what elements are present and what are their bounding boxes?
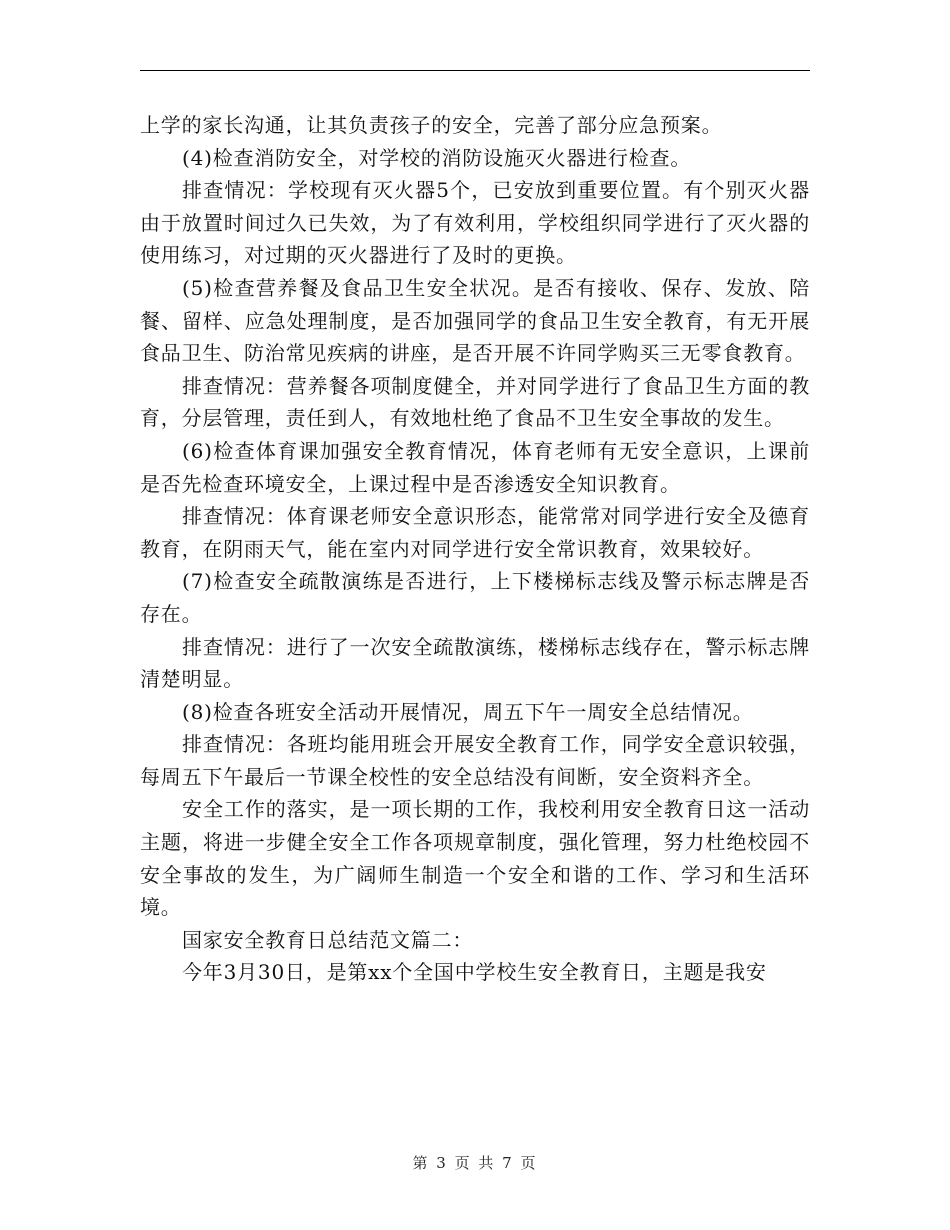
- paragraph: (8)检查各班安全活动开展情况，周五下午一周安全总结情况。: [182, 699, 754, 724]
- paragraph: 安全工作的落实，是一项长期的工作，我校利用安全教育日这一活动主题，将进一步健全安全工作各项规章制度，强化管理，努力杜绝校园不安全事故的发生，为广阔师生制造一个安全和谐的工作、学习和生活环境。: [140, 797, 810, 920]
- section-heading: 国家安全教育日总结范文篇二：: [182, 927, 474, 952]
- paragraph: (4)检查消防安全，对学校的消防设施灭火器进行检查。: [182, 145, 692, 170]
- header-rule: [140, 70, 810, 71]
- paragraph: 今年3月30日，是第xx个全国中学校生安全教育日，主题是我安: [182, 960, 767, 985]
- document-body: [140, 109, 810, 989]
- paragraph: 排查情况：体育课老师安全意识形态，能常常对同学进行安全及德育教育，在阴雨天气，能在室内对同学进行安全常识教育，效果较好。: [140, 504, 810, 561]
- paragraph: 上学的家长沟通，让其负责孩子的安全，完善了部分应急预案。: [140, 113, 723, 137]
- paragraph: (6)检查体育课加强安全教育情况，体育老师有无安全意识，上课前是否先检查环境安全，上课过程中是否渗透安全知识教育。: [140, 438, 810, 496]
- paragraph: 排查情况：学校现有灭火器5个，已安放到重要位置。有个别灭火器由于放置时间过久已失效，为了有效利用，学校组织同学进行了灭火器的使用练习，对过期的灭火器进行了及时的更换。: [140, 178, 810, 268]
- page-number: 第 3 页 共 7 页: [412, 1154, 538, 1172]
- paragraph: 排查情况：各班均能用班会开展安全教育工作，同学安全意识较强，每周五下午最后一节课全校性的安全总结没有间断，安全资料齐全。: [140, 732, 810, 789]
- paragraph: 排查情况：营养餐各项制度健全，并对同学进行了食品卫生方面的教育，分层管理，责任到人，有效地杜绝了食品不卫生安全事故的发生。: [140, 373, 810, 431]
- paragraph: (5)检查营养餐及食品卫生安全状况。是否有接收、保存、发放、陪餐、留样、应急处理制度，是否加强同学的食品卫生安全教育，有无开展食品卫生、防治常见疾病的讲座，是否开展不许同学购买三无零食教育。: [140, 275, 810, 366]
- paragraph: 排查情况：进行了一次安全疏散演练，楼梯标志线存在，警示标志牌清楚明显。: [140, 634, 810, 692]
- paragraph: (7)检查安全疏散演练是否进行，上下楼梯标志线及警示标志牌是否存在。: [140, 569, 810, 626]
